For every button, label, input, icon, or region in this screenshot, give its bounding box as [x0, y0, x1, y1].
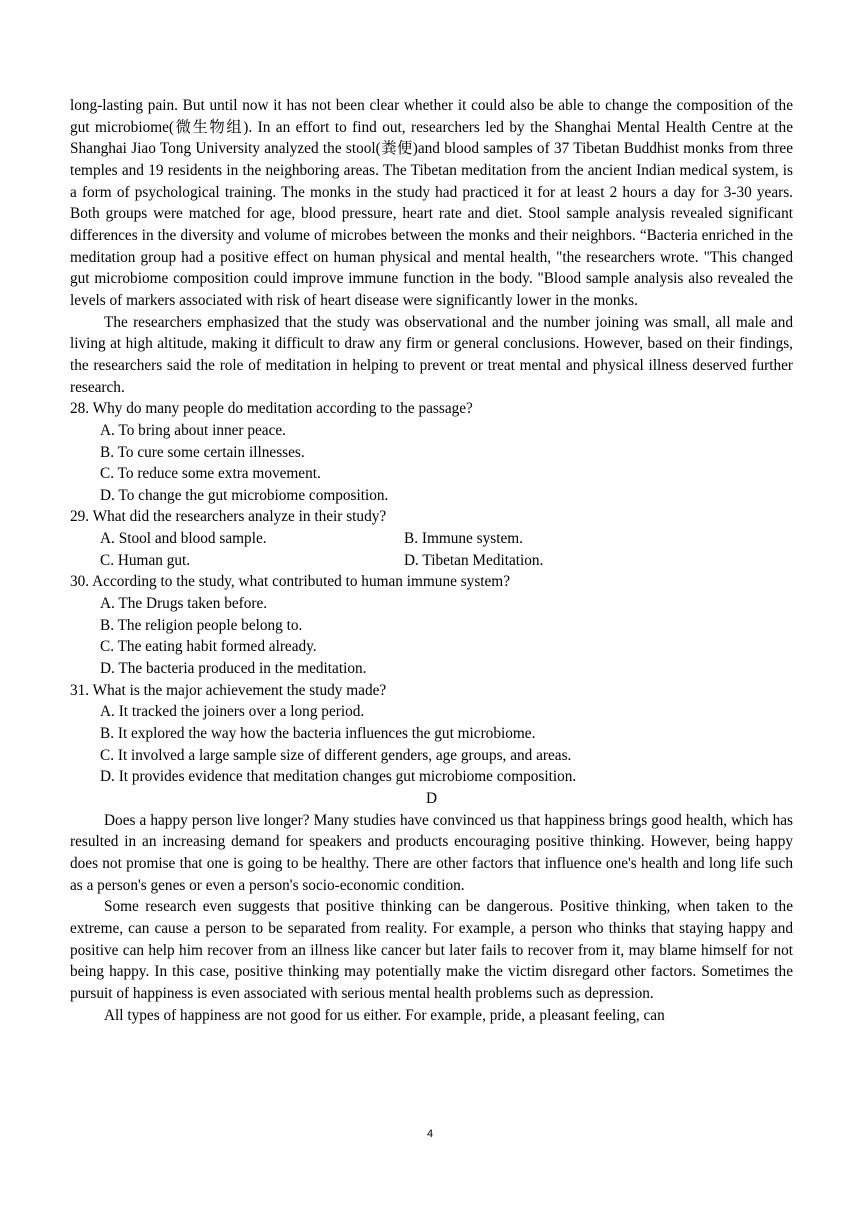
- question-28-option-d: D. To change the gut microbiome composition.: [100, 486, 389, 504]
- question-29: [70, 506, 793, 571]
- question-31-option-d: D. It provides evidence that meditation changes gut microbiome composition.: [100, 768, 577, 786]
- question-30-option-d: D. The bacteria produced in the meditation.: [100, 660, 367, 678]
- question-31-option-b: B. It explored the way how the bacteria influences the gut microbiome.: [100, 725, 536, 743]
- question-28-option-a: A. To bring about inner peace.: [100, 421, 286, 439]
- question-30-option-b: B. The religion people belong to.: [100, 616, 303, 634]
- question-29-option-a: A. Stool and blood sample.: [100, 530, 267, 548]
- question-28: [70, 398, 793, 506]
- question-31-option-a: A. It tracked the joiners over a long period.: [100, 703, 365, 721]
- question-30-option-a: A. The Drugs taken before.: [100, 595, 268, 613]
- question-30-option-c: C. The eating habit formed already.: [100, 638, 317, 656]
- question-30: [70, 571, 793, 679]
- question-31-stem: 31. What is the major achievement the study made?: [70, 681, 387, 699]
- question-29-options-row-2: [70, 550, 793, 572]
- question-30-stem: 30. According to the study, what contributed to human immune system?: [70, 573, 510, 591]
- question-29-options-row-1: [70, 528, 793, 550]
- question-28-option-c: C. To reduce some extra movement.: [100, 465, 321, 483]
- passage-c-paragraph-2: The researchers emphasized that the study was observational and the number joining was small, all male and living at high altitude, making it difficult to draw any firm or general conclusions. However, based on their findings, the researchers said the role of meditation in helping to prevent or treat mental and physical illness deserved further research.: [70, 313, 793, 396]
- question-29-option-b: B. Immune system.: [404, 530, 523, 548]
- question-28-stem: 28. Why do many people do meditation according to the passage?: [70, 400, 473, 418]
- passage-c-paragraph-1: long-lasting pain. But until now it has not been clear whether it could also be able to change the composition of the gut microbiome(微生物组). In an effort to find out, researchers led by the Shanghai Mental Health Centre at the Shanghai Jiao Tong University analyzed the stool(粪便)and blood samples of 37 Tibetan Buddhist monks from three temples and 19 residents in the neighboring areas. The Tibetan meditation from the ancient Indian medical system, is a form of psychological training. The monks in the study had practiced it for at least 2 hours a day for 3-30 years. Both groups were matched for age, blood pressure, heart rate and diet. Stool sample analysis revealed significant differences in the diversity and volume of microbes between the monks and their neighbors. “Bacteria enriched in the meditation group had a positive effect on human physical and mental health, "the researchers wrote. "This changed gut microbiome composition could improve immune function in the body. "Blood sample analysis also revealed the levels of markers associated with risk of heart disease were significantly lower in the monks.: [70, 97, 793, 309]
- question-29-option-c: C. Human gut.: [100, 551, 191, 569]
- question-29-option-d: D. Tibetan Meditation.: [404, 551, 544, 569]
- section-d-paragraph-1: Does a happy person live longer? Many studies have convinced us that happiness brings good health, which has resulted in an increasing demand for speakers and products encouraging positive thinking. However, being happy does not promise that one is going to be healthy. There are other factors that influence one's health and long life such as a person's genes or even a person's socio-economic condition.: [70, 811, 793, 894]
- section-d-paragraph-3: All types of happiness are not good for us either. For example, pride, a pleasant feeling, can: [104, 1006, 665, 1024]
- question-31: [70, 680, 793, 788]
- question-31-option-c: C. It involved a large sample size of different genders, age groups, and areas.: [100, 746, 572, 764]
- question-28-option-b: B. To cure some certain illnesses.: [100, 443, 305, 461]
- document-page: [70, 95, 793, 1026]
- section-d-paragraph-2: Some research even suggests that positive thinking can be dangerous. Positive thinking, when taken to the extreme, can cause a person to be separated from reality. For example, a person who thinks that staying happy and positive can help him recover from an illness like cancer but later fails to recover from it, may blame himself for not being happy. In this case, positive thinking may potentially make the victim disregard other factors. Sometimes the pursuit of happiness is even associated with serious mental health problems such as depression.: [70, 898, 793, 1002]
- question-29-stem: 29. What did the researchers analyze in their study?: [70, 508, 387, 526]
- page-number: 4: [426, 1128, 434, 1140]
- section-d-title: D: [425, 790, 438, 807]
